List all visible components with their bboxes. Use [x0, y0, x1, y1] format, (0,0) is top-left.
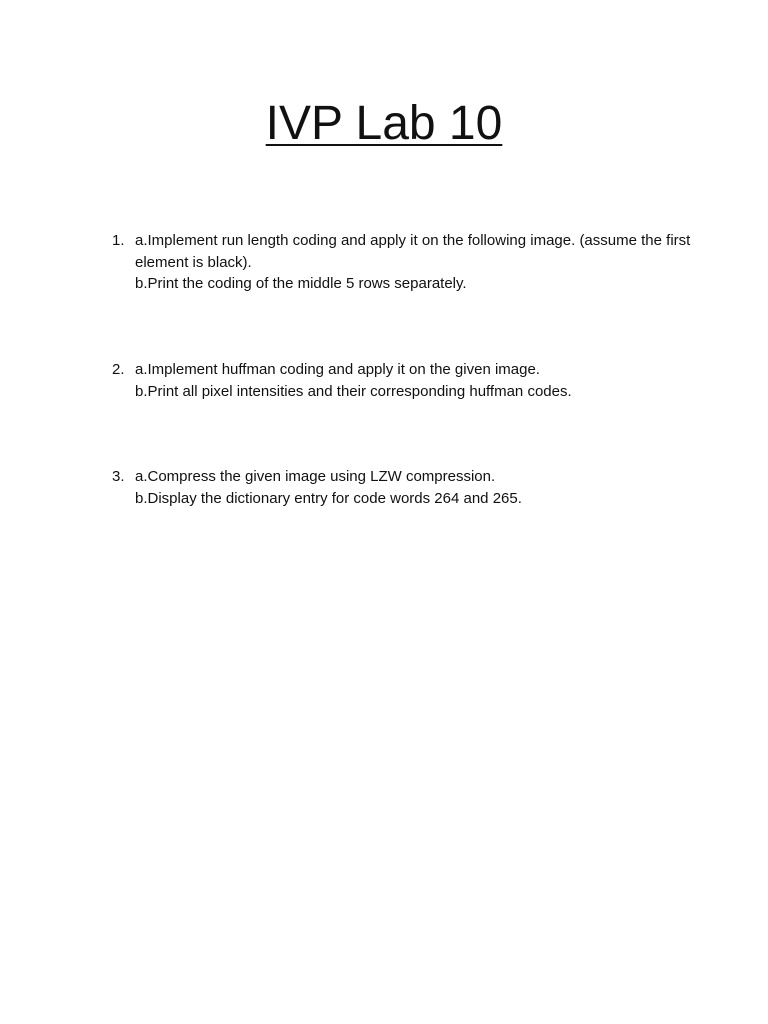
- page-title: [0, 94, 768, 154]
- question-body: [135, 359, 692, 402]
- question-part-b: b.Print all pixel intensities and their corresponding huffman codes.: [135, 382, 572, 400]
- question-part-a: a.Implement huffman coding and apply it on the given image.: [135, 361, 540, 378]
- question-part-b: b.Print the coding of the middle 5 rows separately.: [135, 275, 467, 292]
- page-title-text: IVP Lab 10: [265, 97, 503, 150]
- question-part-a: a.Compress the given image using LZW compression.: [135, 468, 496, 485]
- question-body: [135, 230, 692, 295]
- list-item: [112, 359, 692, 402]
- question-number: 2.: [112, 361, 125, 378]
- question-number: 3.: [112, 468, 125, 485]
- question-body: [135, 466, 692, 509]
- list-item: [112, 230, 692, 295]
- question-part-b: b.Display the dictionary entry for code words 264 and 265.: [135, 489, 522, 507]
- question-number: 1.: [112, 232, 125, 249]
- question-part-a: a.Implement run length coding and apply it on the following image. (assume the first element is black).: [135, 232, 691, 271]
- list-item: [112, 466, 692, 509]
